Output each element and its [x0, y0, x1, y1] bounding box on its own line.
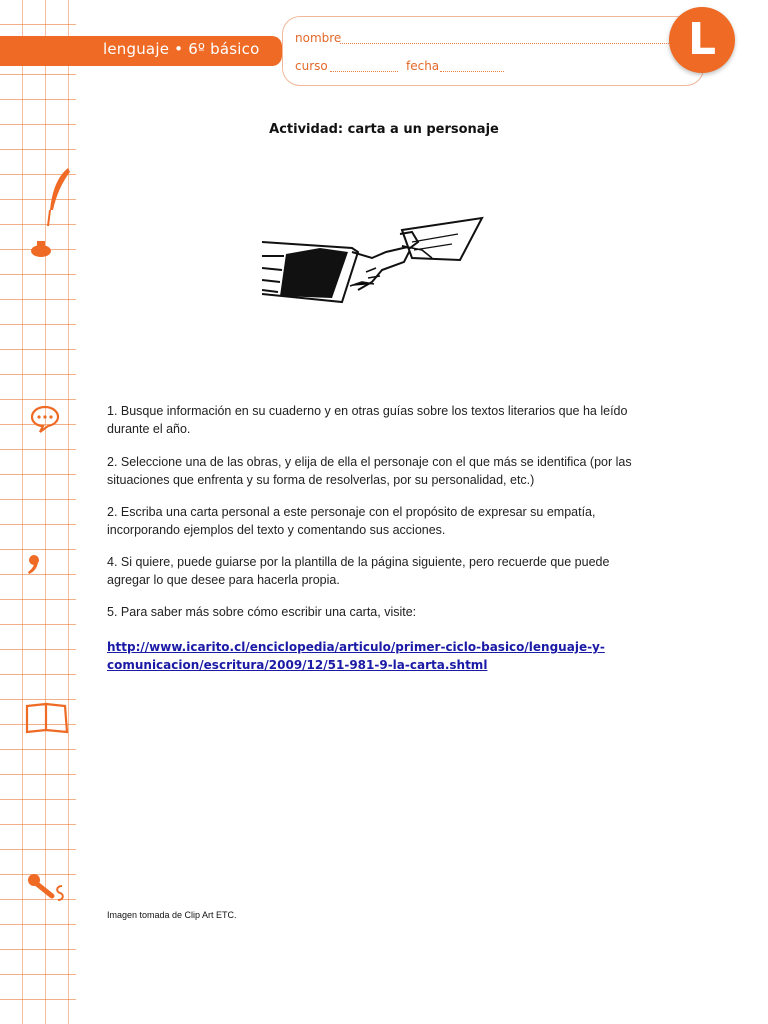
- fecha-label: fecha: [406, 59, 440, 73]
- comma-icon: [26, 554, 40, 576]
- hand-holding-letter-illustration: [262, 212, 486, 306]
- subject-name: lenguaje: [103, 40, 170, 58]
- curso-input[interactable]: [330, 71, 398, 72]
- instruction-3: 2. Escriba una carta personal a este personaje con el propósito de expresar su empatía, incorporando ejemplos del texto y comentando sus acciones.: [107, 505, 596, 537]
- quill-icon: [42, 166, 74, 228]
- grade-label: 6º básico: [188, 40, 260, 58]
- instruction-5: 5. Para saber más sobre cómo escribir una carta, visite:: [107, 605, 417, 619]
- carta-info-link[interactable]: http://www.icarito.cl/enciclopedia/articulo/primer-ciclo-basico/lenguaje-y-comunicacion/escritura/2009/12/51-981-9-la-carta.shtml: [107, 640, 605, 672]
- activity-title: Actividad: carta a un personaje: [269, 122, 499, 137]
- curso-label: curso: [295, 59, 328, 73]
- subject-logo: [669, 7, 735, 73]
- margin-grid: [0, 0, 76, 1024]
- nombre-label: nombre: [295, 31, 342, 45]
- speech-bubble-icon: [30, 404, 60, 434]
- fecha-input[interactable]: [440, 71, 504, 72]
- subject-label: [103, 40, 260, 58]
- microphone-icon: [26, 872, 70, 904]
- separator-dot: •: [174, 40, 184, 58]
- instruction-1: 1. Busque información en su cuaderno y en otras guías sobre los textos literarios que ha leído durante el año.: [107, 404, 628, 436]
- student-info-box: [282, 16, 704, 86]
- instruction-4: 4. Si quiere, puede guiarse por la plantilla de la página siguiente, pero recuerde que puede agregar lo que desee para hacerla propia.: [107, 555, 610, 587]
- nombre-input[interactable]: [340, 43, 675, 44]
- inkwell-icon: [30, 238, 52, 258]
- logo-letter: L: [687, 14, 717, 65]
- open-book-icon: [24, 700, 70, 734]
- instruction-2: 2. Seleccione una de las obras, y elija de ella el personaje con el que más se identifica (por las situaciones que enfrenta y su forma de resolverlas, por su personalidad, etc.): [107, 455, 632, 487]
- image-credit: Imagen tomada de Clip Art ETC.: [107, 910, 237, 920]
